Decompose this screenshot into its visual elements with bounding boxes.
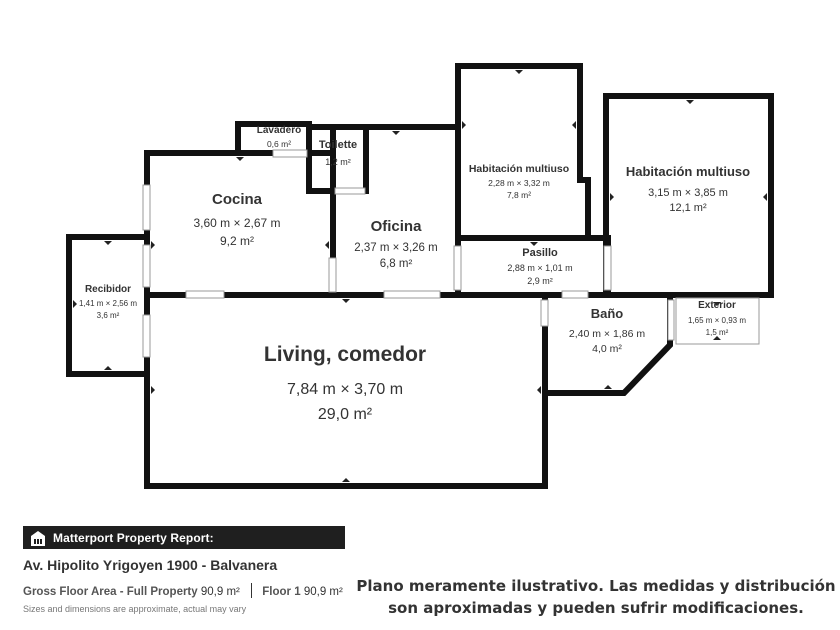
floor-label: Floor 1 — [262, 586, 301, 598]
opening — [143, 185, 150, 230]
recibidor-name: Recibidor — [84, 284, 132, 295]
opening — [143, 315, 150, 357]
opening — [541, 300, 548, 326]
recibidor-area: 3,6 m² — [96, 311, 120, 320]
triangle-marker-icon — [763, 193, 767, 201]
habitacion1-walls — [458, 66, 588, 238]
exterior-area: 1,5 m² — [705, 328, 729, 337]
opening — [454, 246, 461, 290]
walls — [69, 66, 771, 486]
triangle-marker-icon — [236, 157, 244, 161]
bano-area: 4,0 m² — [592, 343, 622, 355]
habitacion1-area: 7,8 m² — [506, 190, 532, 200]
triangle-marker-icon — [342, 299, 350, 303]
opening — [186, 291, 224, 298]
oficina-area: 6,8 m² — [379, 258, 413, 270]
triangle-marker-icon — [325, 241, 329, 249]
triangle-marker-icon — [104, 366, 112, 370]
triangle-marker-icon — [462, 121, 466, 129]
triangle-marker-icon — [392, 131, 400, 135]
triangle-marker-icon — [686, 100, 694, 104]
triangle-marker-icon — [515, 70, 523, 74]
pasillo-name: Pasillo — [522, 247, 558, 259]
habitacion2-area: 12,1 m² — [669, 202, 707, 214]
floor-area-summary — [23, 583, 343, 598]
opening — [604, 246, 611, 290]
triangle-marker-icon — [151, 386, 155, 394]
report-header-bar — [23, 526, 345, 549]
pasillo-area: 2,9 m² — [527, 276, 553, 286]
gross-area-value: 90,9 m² — [200, 586, 240, 598]
bano-dims: 2,40 m × 1,86 m — [568, 328, 646, 340]
exterior-dims: 1,65 m × 0,93 m — [687, 316, 747, 325]
plan-note — [352, 575, 840, 619]
triangle-marker-icon — [342, 478, 350, 482]
room-labels — [79, 125, 750, 423]
oficina-dims: 2,37 m × 3,26 m — [354, 242, 438, 254]
living-dims: 7,84 m × 3,70 m — [286, 381, 404, 398]
lavadero-area: 0,6 m² — [266, 139, 292, 149]
lavadero-name: Lavadero — [256, 125, 302, 136]
opening — [143, 245, 150, 287]
building-icon — [30, 530, 46, 546]
triangle-marker-icon — [104, 241, 112, 245]
triangle-marker-icon — [572, 121, 576, 129]
report-title: Matterport Property Report: — [53, 530, 214, 545]
bano-name: Baño — [590, 306, 624, 321]
triangle-marker-icon — [610, 193, 614, 201]
triangle-marker-icon — [604, 385, 612, 389]
plan-note-line-1: Plano meramente ilustrativo. Las medidas y distribución — [356, 577, 836, 595]
floor-area-value: 90,9 m² — [303, 586, 343, 598]
exterior-name: Exterior — [698, 300, 736, 311]
habitacion2-name: Habitación multiuso — [625, 164, 751, 179]
opening — [384, 291, 440, 298]
triangle-marker-icon — [151, 241, 155, 249]
triangle-marker-icon — [73, 300, 77, 308]
habitacion2-dims: 3,15 m × 3,85 m — [648, 187, 728, 199]
property-address: Av. Hipolito Yrigoyen 1900 - Balvanera — [23, 557, 278, 573]
triangle-marker-icon — [537, 386, 541, 394]
divider — [251, 583, 252, 598]
habitacion1-name: Habitación multiuso — [468, 163, 570, 175]
cocina-area: 9,2 m² — [219, 234, 255, 248]
opening — [329, 258, 336, 292]
living-area: 29,0 m² — [317, 406, 373, 423]
habitacion1-dims: 2,28 m × 3,32 m — [488, 178, 550, 188]
living-name: Living, comedor — [263, 343, 427, 366]
opening — [562, 291, 588, 298]
pasillo-dims: 2,88 m × 1,01 m — [507, 263, 573, 273]
toilette-area: 1,2 m² — [325, 157, 351, 167]
plan-note-line-2: son aproximadas y pueden sufrir modificaciones. — [388, 599, 804, 617]
opening — [335, 188, 365, 194]
toilette-name: Toilette — [318, 139, 358, 151]
triangle-marker-icon — [530, 242, 538, 246]
cocina-dims: 3,60 m × 2,67 m — [193, 216, 281, 230]
recibidor-dims: 1,41 m × 2,56 m — [78, 299, 138, 308]
oficina-name: Oficina — [370, 218, 422, 235]
wall-markers — [73, 70, 767, 482]
gross-area-label: Gross Floor Area - Full Property — [23, 586, 198, 598]
opening — [273, 150, 307, 157]
opening — [668, 300, 674, 340]
size-disclaimer: Sizes and dimensions are approximate, actual may vary — [23, 604, 247, 614]
cocina-name: Cocina — [211, 191, 263, 208]
